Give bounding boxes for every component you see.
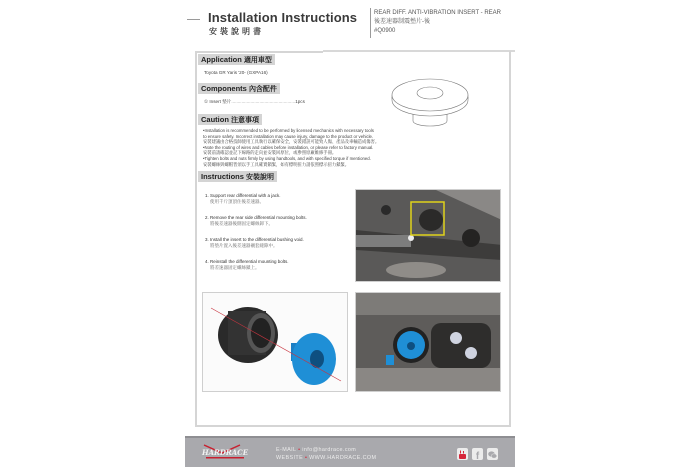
photo-installed-insert xyxy=(355,292,501,392)
photo-differential-mount xyxy=(355,189,501,282)
footer-email-row xyxy=(276,446,376,454)
facebook-icon[interactable] xyxy=(472,448,483,460)
hardrace-logo xyxy=(200,443,250,461)
caution-line: •Installation is recommended to be performed by licensed mechanics with necessary tools xyxy=(203,128,374,133)
caution-line: 安裝前請確認並記下線路的走向並安裝回原位，或參照原廠維修手冊。 xyxy=(203,150,337,156)
component-item xyxy=(204,99,305,105)
component-qty: 1pcs xyxy=(295,99,305,104)
step-text-cn: 將墊片置入後差速器襯套縫隙中。 xyxy=(210,243,278,248)
step-text: 2. Remove the rear side differential mounting bolts. xyxy=(205,215,307,220)
section-label: Application xyxy=(201,55,242,64)
section-label-cn: 注意事項 xyxy=(231,115,260,124)
section-instructions-heading xyxy=(198,171,277,182)
instruction-step-1 xyxy=(205,193,280,205)
step-text: 3. Install the insert to the differential bushing void. xyxy=(205,237,304,242)
email-link[interactable]: info@hardrace.com xyxy=(302,447,357,453)
product-name: REAR DIFF. ANTI-VIBRATION INSERT - REAR xyxy=(374,10,502,16)
email-label: E-MAIL xyxy=(276,447,297,453)
component-label: ① Insert 墊片 xyxy=(204,99,232,104)
step-text: 4. Reinstall the differential mounting bolts. xyxy=(205,259,289,264)
product-name-cn: 後差速器制震墊片-後 xyxy=(374,19,430,25)
svg-text:HARDRACE: HARDRACE xyxy=(201,448,249,457)
footer-contact xyxy=(276,446,376,462)
section-label: Caution xyxy=(201,115,229,124)
section-label: Components xyxy=(201,84,247,93)
bullet: • xyxy=(298,447,301,453)
svg-text:f: f xyxy=(475,451,480,461)
vehicle-application: Toyota GR Yaris '20- (GXPA16) xyxy=(204,70,268,75)
section-label-cn: 適用車型 xyxy=(243,55,272,64)
step-text: 1. Support rear differential with a jack. xyxy=(205,193,281,198)
page-title-cn: 安裝說明書 xyxy=(209,26,264,36)
step-text-cn: 使用千斤頂頂住後差速器。 xyxy=(210,199,264,204)
youtube-icon[interactable] xyxy=(457,448,468,460)
section-label: Instructions xyxy=(201,172,244,181)
step-text-cn: 將差速器固定螺絲鎖上。 xyxy=(210,265,260,270)
website-label: WEBSITE xyxy=(276,455,304,461)
insert-diagram xyxy=(385,65,475,145)
section-application-heading xyxy=(198,54,275,65)
instruction-step-4 xyxy=(205,259,288,271)
section-label-cn: 內含配件 xyxy=(248,84,277,93)
component-dots: .................................................. xyxy=(231,99,296,104)
frame-top-left xyxy=(195,51,323,53)
section-label-cn: 安裝說明 xyxy=(246,172,275,181)
caution-line: •Tighten bolts and nuts firmly by using handtools, and with specified torque if mentioned. xyxy=(203,155,371,161)
page-title: Installation Instructions xyxy=(208,10,358,25)
step-text-cn: 將後差速器後側固定螺絲卸下。 xyxy=(210,221,273,226)
instruction-step-2 xyxy=(205,215,307,227)
header-decor-line xyxy=(187,19,200,20)
product-info xyxy=(374,9,501,36)
section-caution-heading xyxy=(198,114,262,125)
caution-line: 安裝建議由合格技師使用工具執行以確保安全，安裝錯誤可能致人傷、產品及車輛造成傷害。 xyxy=(203,139,380,145)
header-divider xyxy=(370,8,371,38)
bullet: • xyxy=(304,455,308,461)
footer-website-row xyxy=(276,454,376,462)
website-link[interactable]: WWW.HARDRACE.COM xyxy=(309,455,377,461)
caution-line: to ensure safety. Incorrect installation may cause injury, damage to the product or vehicle. xyxy=(203,133,374,139)
wechat-icon[interactable] xyxy=(487,448,498,460)
instruction-step-3 xyxy=(205,237,304,249)
caution-line: 安裝螺絲與螺帽皆須以手工具確實鎖緊，如有標明扭力請依照標示扭力鎖緊。 xyxy=(203,161,350,167)
caution-text xyxy=(203,128,380,167)
caution-line: •Note the routing of wires and cables before installation, or please refer to factory manual. xyxy=(203,144,374,150)
section-components-heading xyxy=(198,83,280,94)
part-number: #Q0900 xyxy=(374,28,396,34)
photo-insert-part xyxy=(202,292,348,392)
